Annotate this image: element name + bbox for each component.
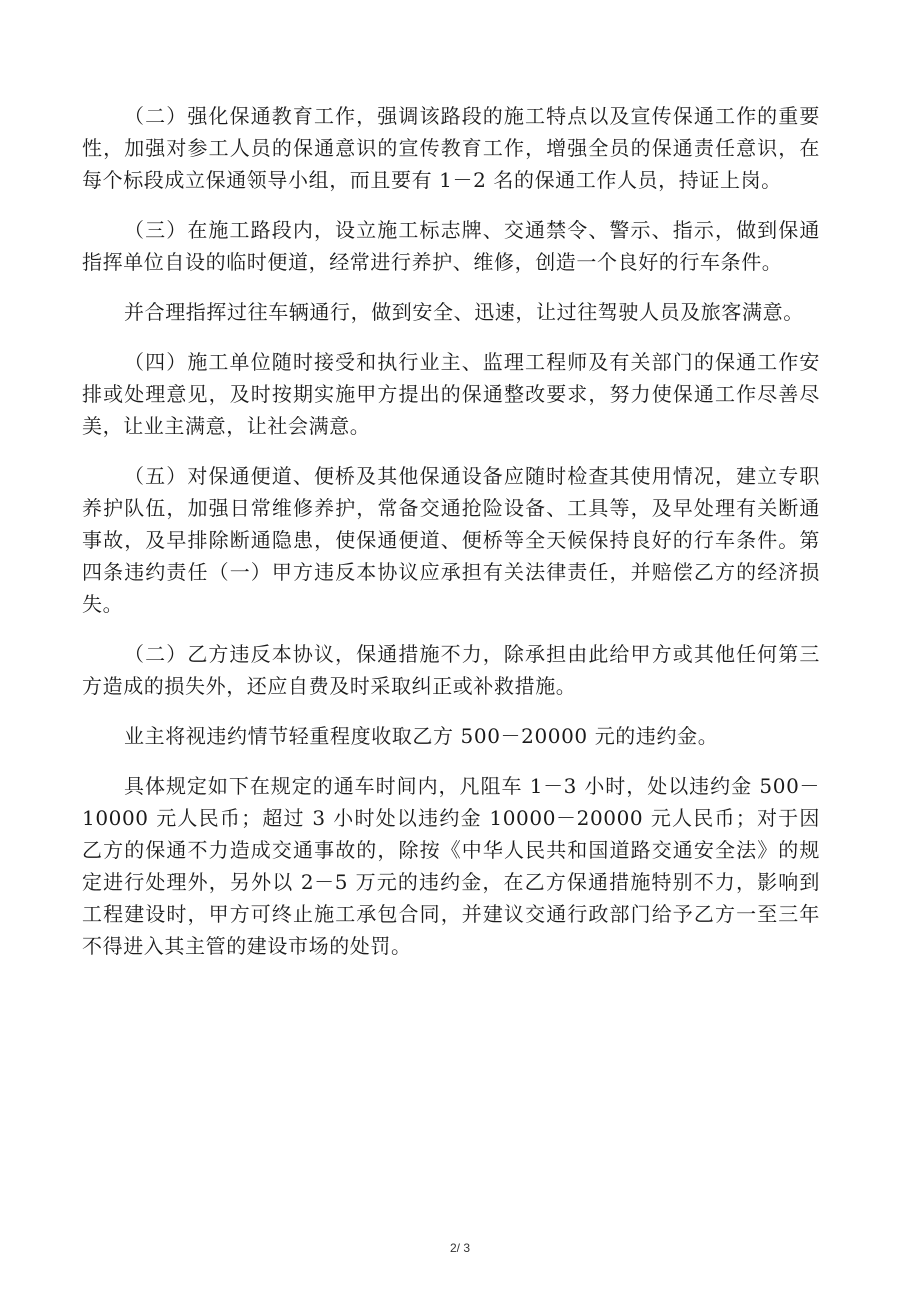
paragraph-traffic-direction: 并合理指挥过往车辆通行，做到安全、迅速，让过往驾驶人员及旅客满意。 xyxy=(124,300,804,324)
paragraph-signage: （三）在施工路段内，设立施工标志牌、交通禁令、警示、指示，做到保通指挥单位自设的临时便道，经常进行养护、维修，创造一个良好的行车条件。 xyxy=(82,218,820,274)
paragraph-compliance: （四）施工单位随时接受和执行业主、监理工程师及有关部门的保通工作安排或处理意见，及时按期实施甲方提出的保通整改要求，努力使保通工作尽善尽美，让业主满意，让社会满意。 xyxy=(82,350,820,438)
paragraph-penalty-range: 业主将视违约情节轻重程度收取乙方 500－20000 元的违约金。 xyxy=(124,724,719,748)
page-number: 2/ 3 xyxy=(449,1241,470,1255)
paragraph-penalty-details: 具体规定如下在规定的通车时间内，凡阻车 1－3 小时，处以违约金 500－10000 元人民币；超过 3 小时处以违约金 10000－20000 元人民币；对于因乙方的保通不力造成交通事故的，除按《中华人民共和国道路交通安全法》的规定进行处理外，另外以 2－5 万元的违约金，在乙方保通措施特别不力，影响到工程建设时，甲方可终止施工承包合同，并建议交通行政部门给予乙方一至三年不得进入其主管的建设市场的处罚。 xyxy=(82,774,820,958)
paragraph-education: （二）强化保通教育工作，强调该路段的施工特点以及宣传保通工作的重要性，加强对参工人员的保通意识的宣传教育工作，增强全员的保通责任意识，在每个标段成立保通领导小组，而且要有 1－2 名的保通工作人员，持证上岗。 xyxy=(82,104,820,192)
paragraph-party-b-breach: （二）乙方违反本协议，保通措施不力，除承担由此给甲方或其他任何第三方造成的损失外，还应自费及时采取纠正或补救措施。 xyxy=(82,642,820,698)
paragraph-maintenance: （五）对保通便道、便桥及其他保通设备应随时检查其使用情况，建立专职养护队伍，加强日常维修养护，常备交通抢险设备、工具等，及早处理有关断通事故，及早排除断通隐患，使保通便道、便桥等全天候保持良好的行车条件。第四条违约责任（一）甲方违反本协议应承担有关法律责任，并赔偿乙方的经济损失。 xyxy=(82,464,820,616)
document-body xyxy=(82,100,820,980)
